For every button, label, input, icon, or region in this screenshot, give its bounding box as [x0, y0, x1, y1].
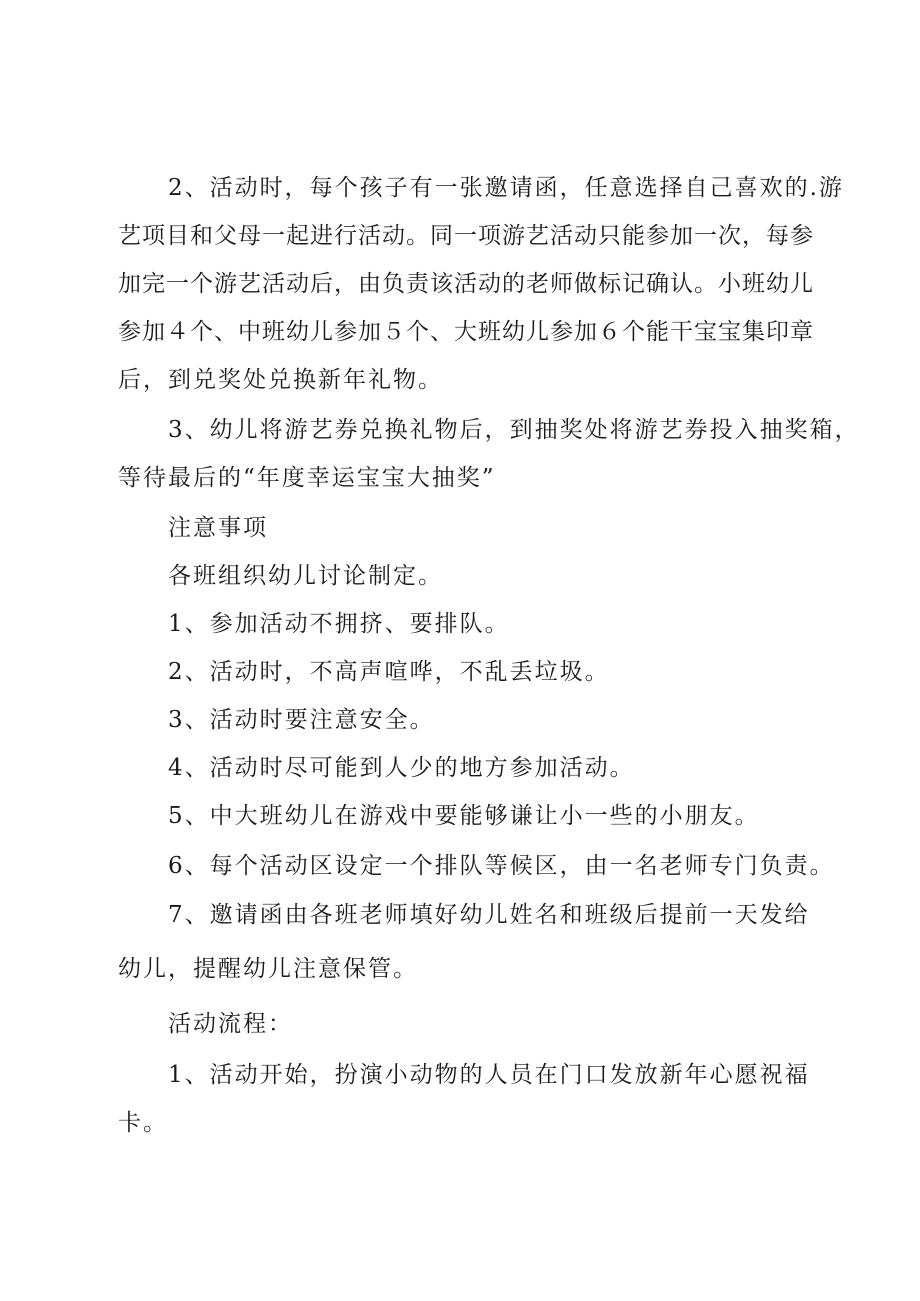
paragraph-2-line-3: 加完一个游艺活动后，由负责该活动的老师做标记确认。小班幼儿	[118, 271, 814, 297]
note-item-2: 2、活动时，不高声喧哗，不乱丢垃圾。	[168, 659, 610, 685]
paragraph-3-line-2: 等待最后的“年度幸运宝宝大抽奖”	[118, 465, 496, 491]
paragraph-2-line-5: 后，到兑奖处兑换新年礼物。	[118, 367, 443, 393]
process-item-1-line-1: 1、活动开始，扮演小动物的人员在门口发放新年心愿祝福	[168, 1062, 810, 1088]
section-heading-notes: 注意事项	[168, 515, 268, 541]
note-item-6: 6、每个活动区设定一个排队等候区，由一名老师专门负责。	[168, 853, 835, 879]
notes-intro: 各班组织幼儿讨论制定。	[168, 563, 443, 589]
paragraph-2-line-4: 参加４个、中班幼儿参加５个、大班幼儿参加６个能干宝宝集印章	[118, 319, 814, 345]
paragraph-2-line-2: 艺项目和父母一起进行活动。同一项游艺活动只能参加一次，每参	[118, 223, 814, 249]
note-item-5: 5、中大班幼儿在游戏中要能够谦让小一些的小朋友。	[168, 803, 760, 829]
section-heading-process: 活动流程：	[168, 1011, 293, 1037]
note-item-4: 4、活动时尽可能到人少的地方参加活动。	[168, 755, 635, 781]
note-item-7-line-1: 7、邀请函由各班老师填好幼儿姓名和班级后提前一天发给	[168, 902, 810, 928]
note-item-7-line-2: 幼儿，提醒幼儿注意保管。	[118, 956, 418, 982]
note-item-3: 3、活动时要注意安全。	[168, 707, 435, 733]
paragraph-2-line-1: 2、活动时，每个孩子有一张邀请函，任意选择自己喜欢的.游	[168, 175, 844, 201]
paragraph-3-line-1: 3、幼儿将游艺券兑换礼物后，到抽奖处将游艺券投入抽奖箱，	[168, 417, 860, 443]
process-item-1-line-2: 卡。	[118, 1110, 168, 1136]
note-item-1: 1、参加活动不拥挤、要排队。	[168, 611, 510, 637]
